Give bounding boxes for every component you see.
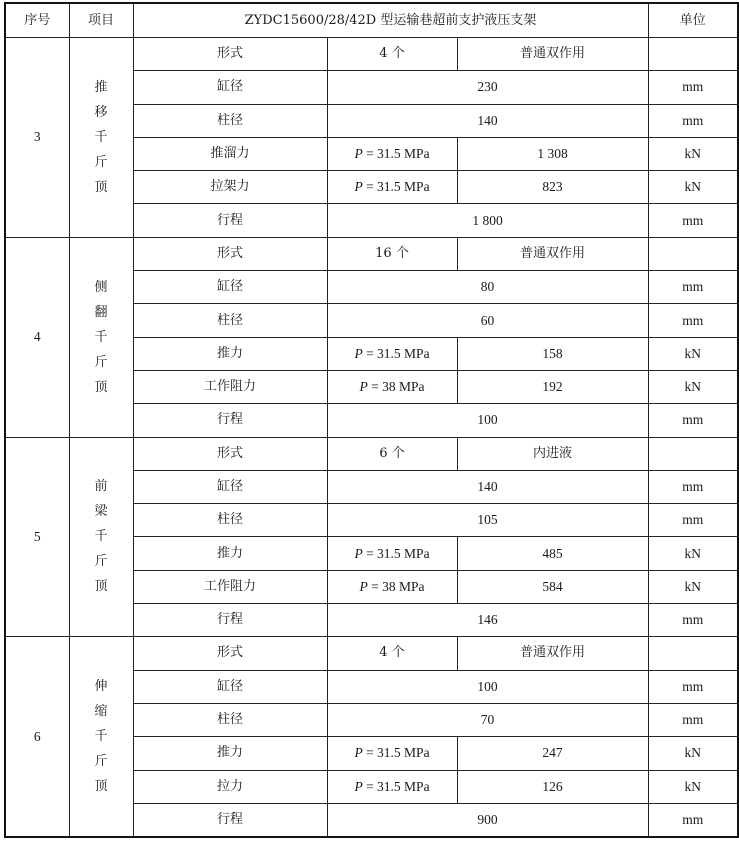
param-value: 60 xyxy=(327,304,648,337)
group-name xyxy=(69,637,133,837)
param-unit xyxy=(648,437,738,470)
param-unit: mm xyxy=(648,271,738,304)
pressure-symbol: P xyxy=(359,379,368,395)
param-label: 柱径 xyxy=(133,504,327,537)
param-value: 485 xyxy=(457,537,648,570)
param-condition xyxy=(327,171,457,204)
pressure-value: = 38 MPa xyxy=(367,578,425,594)
pressure-value: = 31.5 MPa xyxy=(362,545,430,561)
group-name-text: 伸缩千斤顶 xyxy=(94,679,108,795)
group-name xyxy=(69,38,133,238)
param-unit: mm xyxy=(648,204,738,237)
param-label: 行程 xyxy=(133,404,327,437)
param-value: 126 xyxy=(457,770,648,803)
param-condition xyxy=(327,570,457,603)
header-index: 序号 xyxy=(5,3,69,38)
group-name xyxy=(69,237,133,437)
param-value: 158 xyxy=(457,337,648,370)
group-name xyxy=(69,437,133,637)
header-unit: 单位 xyxy=(648,3,738,38)
param-label: 工作阻力 xyxy=(133,570,327,603)
param-label: 推溜力 xyxy=(133,137,327,170)
table-row xyxy=(5,637,738,670)
header-item: 项目 xyxy=(69,3,133,38)
pressure-symbol: P xyxy=(354,545,363,561)
group-name-text: 前梁千斤顶 xyxy=(94,479,108,595)
param-unit: kN xyxy=(648,737,738,770)
param-label: 推力 xyxy=(133,737,327,770)
param-unit: mm xyxy=(648,71,738,104)
param-condition xyxy=(327,137,457,170)
param-label: 形式 xyxy=(133,437,327,470)
pressure-symbol: P xyxy=(354,745,363,761)
param-unit: mm xyxy=(648,803,738,837)
table-row xyxy=(5,237,738,270)
param-label: 缸径 xyxy=(133,271,327,304)
param-condition: 4 个 xyxy=(327,637,457,670)
param-unit: kN xyxy=(648,570,738,603)
param-label: 柱径 xyxy=(133,304,327,337)
pressure-value: = 31.5 MPa xyxy=(362,778,430,794)
param-unit: mm xyxy=(648,604,738,637)
param-value: 900 xyxy=(327,803,648,837)
param-unit xyxy=(648,38,738,71)
param-label: 形式 xyxy=(133,637,327,670)
param-value: 1 800 xyxy=(327,204,648,237)
param-value: 146 xyxy=(327,604,648,637)
group-index: 4 xyxy=(5,237,69,437)
param-unit: mm xyxy=(648,470,738,503)
param-unit: kN xyxy=(648,137,738,170)
param-unit: kN xyxy=(648,537,738,570)
pressure-symbol: P xyxy=(354,778,363,794)
param-value: 140 xyxy=(327,104,648,137)
param-label: 缸径 xyxy=(133,670,327,703)
group-index: 3 xyxy=(5,38,69,238)
param-unit: kN xyxy=(648,370,738,403)
pressure-symbol: P xyxy=(354,179,363,195)
param-value: 192 xyxy=(457,370,648,403)
param-condition xyxy=(327,370,457,403)
param-label: 行程 xyxy=(133,803,327,837)
param-condition: 4 个 xyxy=(327,38,457,71)
param-label: 缸径 xyxy=(133,71,327,104)
param-label: 形式 xyxy=(133,237,327,270)
group-index: 6 xyxy=(5,637,69,837)
pressure-value: = 31.5 MPa xyxy=(362,179,430,195)
param-label: 推力 xyxy=(133,537,327,570)
spec-table-container xyxy=(4,2,739,838)
param-value: 70 xyxy=(327,703,648,736)
param-unit: mm xyxy=(648,670,738,703)
param-condition: 6 个 xyxy=(327,437,457,470)
pressure-symbol: P xyxy=(354,146,363,162)
param-value: 584 xyxy=(457,570,648,603)
pressure-value: = 31.5 MPa xyxy=(362,146,430,162)
param-condition xyxy=(327,770,457,803)
param-unit xyxy=(648,637,738,670)
param-value: 247 xyxy=(457,737,648,770)
param-label: 拉架力 xyxy=(133,171,327,204)
param-unit: kN xyxy=(648,337,738,370)
param-unit: mm xyxy=(648,104,738,137)
pressure-value: = 31.5 MPa xyxy=(362,345,430,361)
param-value: 105 xyxy=(327,504,648,537)
table-row xyxy=(5,437,738,470)
param-value: 普通双作用 xyxy=(457,38,648,71)
param-label: 柱径 xyxy=(133,703,327,736)
param-label: 行程 xyxy=(133,204,327,237)
header-title: ZYDC15600/28/42D 型运输巷超前支护液压支架 xyxy=(133,3,648,38)
pressure-value: = 31.5 MPa xyxy=(362,745,430,761)
param-label: 缸径 xyxy=(133,470,327,503)
param-condition: 16 个 xyxy=(327,237,457,270)
group-name-text: 侧翻千斤顶 xyxy=(94,279,108,395)
param-condition xyxy=(327,737,457,770)
param-value: 普通双作用 xyxy=(457,237,648,270)
param-value: 823 xyxy=(457,171,648,204)
param-unit: kN xyxy=(648,770,738,803)
param-condition xyxy=(327,537,457,570)
param-value: 100 xyxy=(327,404,648,437)
param-condition xyxy=(327,337,457,370)
param-label: 行程 xyxy=(133,604,327,637)
param-unit: mm xyxy=(648,703,738,736)
param-unit: mm xyxy=(648,304,738,337)
table-row xyxy=(5,38,738,71)
param-unit: mm xyxy=(648,404,738,437)
param-label: 工作阻力 xyxy=(133,370,327,403)
group-index: 5 xyxy=(5,437,69,637)
pressure-symbol: P xyxy=(354,345,363,361)
spec-table-body xyxy=(5,3,738,837)
param-value: 100 xyxy=(327,670,648,703)
param-value: 80 xyxy=(327,271,648,304)
param-value: 230 xyxy=(327,71,648,104)
param-label: 拉力 xyxy=(133,770,327,803)
param-unit: mm xyxy=(648,504,738,537)
param-label: 推力 xyxy=(133,337,327,370)
param-label: 形式 xyxy=(133,38,327,71)
param-value: 140 xyxy=(327,470,648,503)
param-value: 普通双作用 xyxy=(457,637,648,670)
param-unit: kN xyxy=(648,171,738,204)
header-row xyxy=(5,3,738,38)
pressure-value: = 38 MPa xyxy=(367,379,425,395)
pressure-symbol: P xyxy=(359,578,368,594)
param-value: 1 308 xyxy=(457,137,648,170)
param-label: 柱径 xyxy=(133,104,327,137)
spec-table xyxy=(4,2,739,838)
param-value: 内进液 xyxy=(457,437,648,470)
group-name-text: 推移千斤顶 xyxy=(94,79,108,195)
param-unit xyxy=(648,237,738,270)
